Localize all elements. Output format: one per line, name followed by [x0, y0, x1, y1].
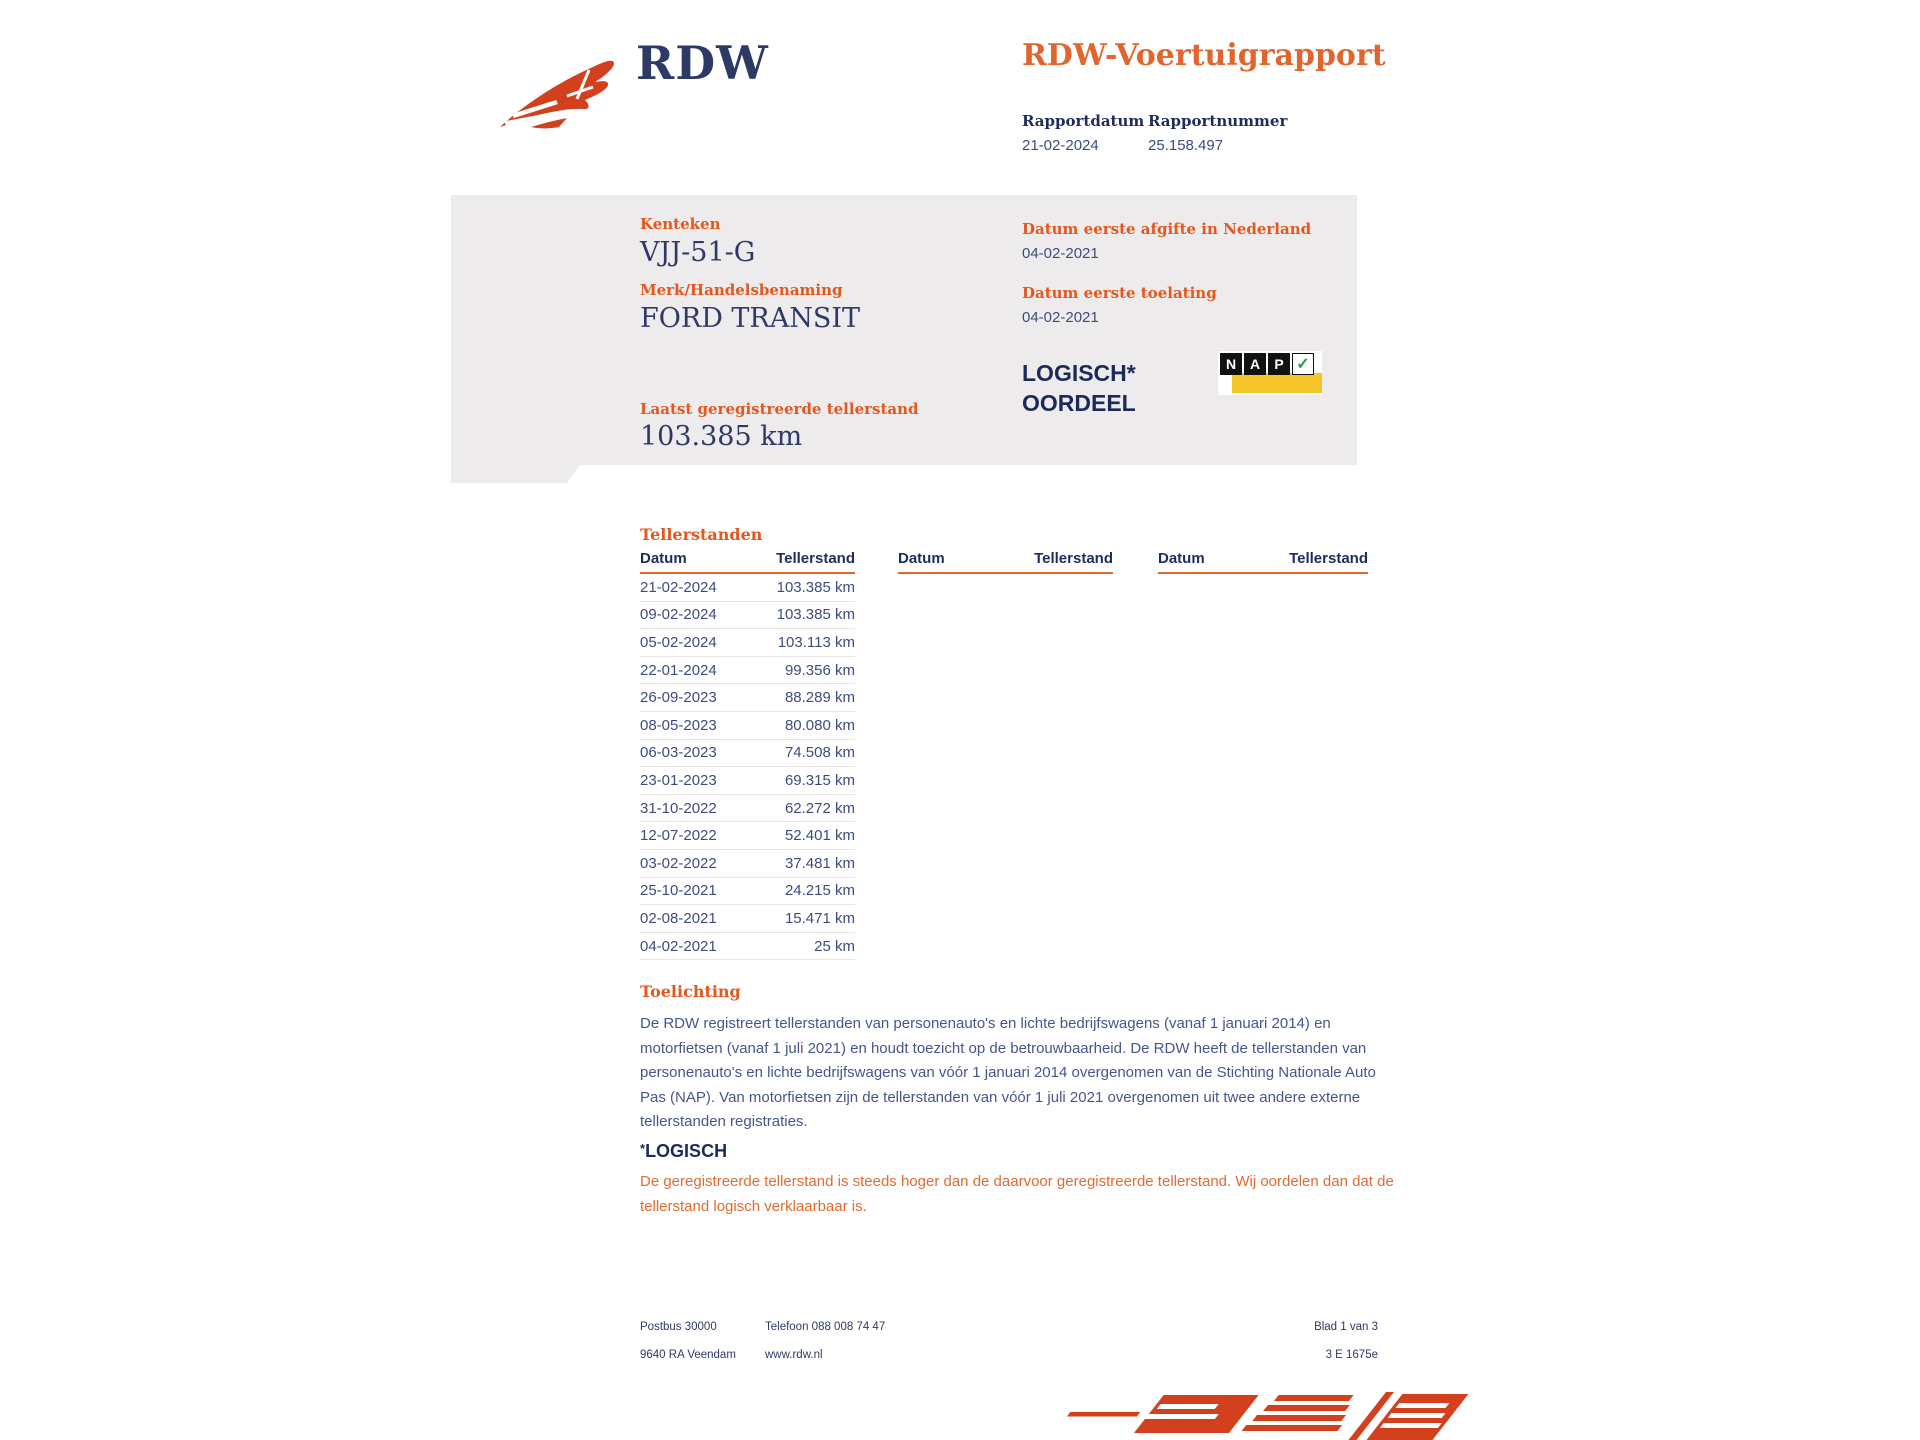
footer-website: www.rdw.nl — [765, 1349, 823, 1361]
logisch-heading — [640, 1141, 727, 1162]
footer-address-line2: 9640 RA Veendam — [640, 1349, 736, 1361]
row-stand: 69.315 km — [784, 771, 855, 789]
row-datum: 31-10-2022 — [640, 799, 717, 817]
footer-page-indicator: Blad 1 van 3 — [1314, 1321, 1378, 1333]
row-stand: 25 km — [814, 937, 855, 955]
table-row — [640, 657, 855, 685]
nap-yellow-bar — [1232, 373, 1322, 393]
table-row — [640, 905, 855, 933]
nap-letter-p: P — [1268, 353, 1290, 375]
table-row — [640, 850, 855, 878]
oordeel-text — [1022, 358, 1136, 418]
row-stand: 80.080 km — [784, 716, 855, 734]
table-row — [640, 684, 855, 712]
laatst-tellerstand-value: 103.385 km — [640, 421, 803, 452]
toelichting-heading: Toelichting — [640, 982, 741, 1001]
row-stand: 37.481 km — [784, 854, 855, 872]
tellerstanden-heading: Tellerstanden — [640, 525, 763, 544]
row-datum: 26-09-2023 — [640, 689, 717, 707]
table-header-row — [640, 550, 855, 574]
oordeel-line2: OORDEEL — [1022, 390, 1136, 416]
tellerstanden-table — [640, 550, 1368, 965]
table-row — [640, 795, 855, 823]
report-date-label: Rapportdatum — [1022, 112, 1145, 130]
afgifte-value: 04-02-2021 — [1022, 245, 1099, 262]
page-title: RDW-Voertuigrapport — [1022, 38, 1386, 73]
row-datum: 22-01-2024 — [640, 661, 717, 679]
row-datum: 09-02-2024 — [640, 606, 717, 624]
row-datum: 05-02-2024 — [640, 633, 717, 651]
col-header-tellerstand: Tellerstand — [1034, 550, 1113, 567]
table-row — [640, 602, 855, 630]
kenteken-value: VJJ-51-G — [640, 237, 756, 268]
row-stand: 103.385 km — [776, 606, 855, 624]
col-header-tellerstand: Tellerstand — [1289, 550, 1368, 567]
row-datum: 25-10-2021 — [640, 882, 717, 900]
nap-logo — [1218, 351, 1322, 395]
col-header-datum: Datum — [898, 550, 945, 567]
row-stand: 15.471 km — [784, 909, 855, 927]
row-stand: 99.356 km — [784, 661, 855, 679]
report-number-value: 25.158.497 — [1148, 137, 1224, 154]
row-stand: 24.215 km — [784, 882, 855, 900]
table-row — [640, 574, 855, 602]
col-header-datum: Datum — [640, 550, 687, 567]
table-row — [640, 822, 855, 850]
logisch-word: LOGISCH — [645, 1141, 728, 1161]
row-datum: 21-02-2024 — [640, 578, 717, 596]
report-number-label: Rapportnummer — [1148, 112, 1288, 130]
row-datum: 02-08-2021 — [640, 909, 717, 927]
toelichting-body: De RDW registreert tellerstanden van personenauto's en lichte bedrijfswagens (vanaf 1 januari 2014) en motorfietsen (vanaf 1 juli 2021) en houdt toezicht op de betrouwbaarheid. De RDW heeft de tellerstanden van personenauto's en lichte bedrijfswagens van vóór 1 januari 2014 overgenomen van de Stichting Nationale Auto Pas (NAP). Van motorfietsen zijn de tellerstanden van vóór 1 juli 2021 overgenomen uit twee andere externe tellerstanden registraties. — [640, 1015, 1376, 1130]
row-datum: 23-01-2023 — [640, 771, 717, 789]
table-column-group-2 — [898, 550, 1113, 574]
toelating-label: Datum eerste toelating — [1022, 284, 1217, 302]
table-row — [640, 767, 855, 795]
table-row — [640, 712, 855, 740]
nap-check-icon: ✓ — [1292, 353, 1314, 375]
row-stand: 74.508 km — [784, 744, 855, 762]
logisch-explanation: De geregistreerde tellerstand is steeds hoger dan de daarvoor geregistreerde tellerstand. Wij oordelen dan dat de tellerstand logisch verklaarbaar is. — [640, 1173, 1394, 1215]
footer-form-code: 3 E 1675e — [1325, 1349, 1378, 1361]
row-datum: 04-02-2021 — [640, 937, 717, 955]
footer-address-line1: Postbus 30000 — [640, 1321, 717, 1333]
table-row — [640, 933, 855, 961]
row-stand: 88.289 km — [784, 689, 855, 707]
row-datum: 08-05-2023 — [640, 716, 717, 734]
speed-lines-icon — [1050, 1392, 1470, 1440]
nap-letter-n: N — [1220, 353, 1242, 375]
vehicle-summary-panel — [451, 195, 1357, 483]
merk-value: FORD TRANSIT — [640, 303, 861, 334]
row-stand: 62.272 km — [784, 799, 855, 817]
merk-label: Merk/Handelsbenaming — [640, 281, 843, 299]
toelating-value: 04-02-2021 — [1022, 309, 1099, 326]
row-datum: 03-02-2022 — [640, 854, 717, 872]
footer-phone: Telefoon 088 008 74 47 — [765, 1321, 886, 1333]
col-header-tellerstand: Tellerstand — [776, 550, 855, 567]
table-row — [640, 629, 855, 657]
rdw-flame-icon — [497, 50, 627, 135]
row-stand: 103.113 km — [777, 633, 855, 651]
rdw-logo-text: RDW — [636, 36, 769, 90]
afgifte-label: Datum eerste afgifte in Nederland — [1022, 220, 1312, 238]
kenteken-label: Kenteken — [640, 215, 721, 233]
laatst-tellerstand-label: Laatst geregistreerde tellerstand — [640, 400, 919, 418]
logisch-asterisk: * — [640, 1141, 646, 1156]
row-stand: 52.401 km — [784, 827, 855, 845]
row-stand: 103.385 km — [776, 578, 855, 596]
table-row — [640, 740, 855, 768]
table-header-row — [898, 550, 1113, 574]
table-column-group-1 — [640, 550, 855, 960]
col-header-datum: Datum — [1158, 550, 1205, 567]
row-datum: 06-03-2023 — [640, 744, 717, 762]
oordeel-line1: LOGISCH* — [1022, 360, 1136, 386]
nap-letter-a: A — [1244, 353, 1266, 375]
table-column-group-3 — [1158, 550, 1368, 574]
row-datum: 12-07-2022 — [640, 827, 717, 845]
table-header-row — [1158, 550, 1368, 574]
report-date-value: 21-02-2024 — [1022, 137, 1099, 154]
table-row — [640, 878, 855, 906]
